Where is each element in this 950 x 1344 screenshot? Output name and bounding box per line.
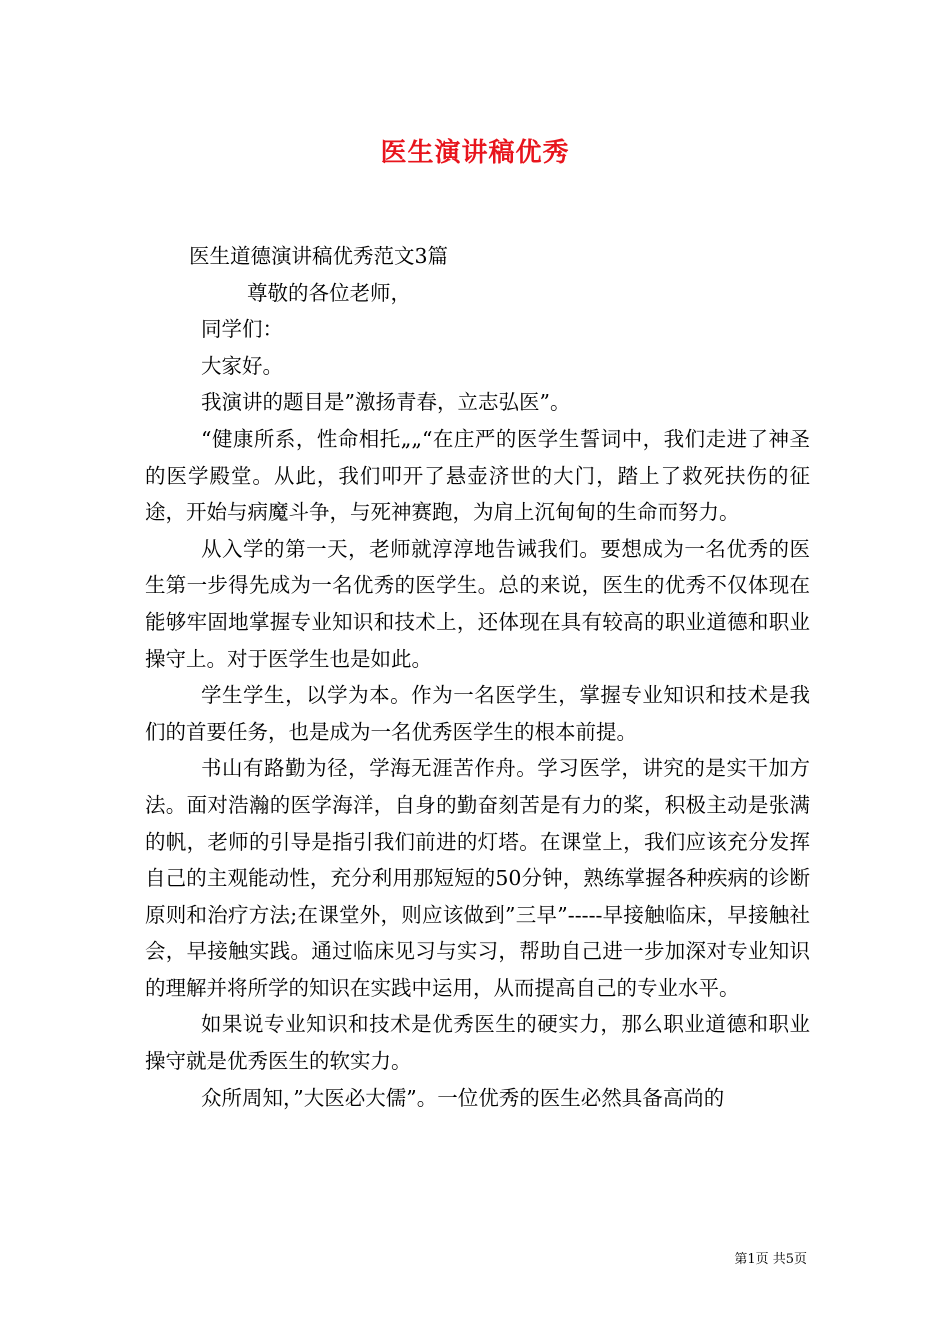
hello-line: 大家好。 xyxy=(201,353,283,378)
classmates-line: 同学们： xyxy=(201,317,283,342)
paragraph: 众所周知，”大医必大儒”。一位优秀的医生必然具备高尚的 xyxy=(201,1085,725,1110)
paragraph: 学生学生，以学为本。作为一名医学生，掌握专业知识和技术是我们的首要任务，也是成为一名优秀医学生的根本前提。 xyxy=(145,683,810,744)
topic-line: 我演讲的题目是”激扬青春，立志弘医”。 xyxy=(201,390,571,415)
paragraph: 从入学的第一天，老师就淳淳地告诫我们。要想成为一名优秀的医生第一步得先成为一名优秀的医学生。总的来说，医生的优秀不仅体现在能够牢固地掌握专业知识和技术上，还体现在具有较高的职业道德和职业操守上。对于医学生也是如此。 xyxy=(145,536,810,671)
document-body xyxy=(145,238,810,1116)
document-title: 医生演讲稿优秀 xyxy=(380,138,570,168)
greeting-line: 尊敬的各位老师， xyxy=(247,280,411,305)
subtitle: 医生道德演讲稿优秀范文3篇 xyxy=(189,244,449,268)
page-number: 第1页 共5页 xyxy=(734,1252,807,1267)
paragraph: “健康所系，性命相托„„“在庄严的医学生誓词中，我们走进了神圣的医学殿堂。从此，我们叩开了悬壶济世的大门，踏上了救死扶伤的征途，开始与病魔斗争，与死神赛跑，为肩上沉甸甸的生命而努力。 xyxy=(145,426,810,525)
paragraph: 书山有路勤为径，学海无涯苦作舟。学习医学，讲究的是实干加方法。面对浩瀚的医学海洋，自身的勤奋刻苦是有力的桨，积极主动是张满的帆，老师的引导是指引我们前进的灯塔。在课堂上，我们应该充分发挥自己的主观能动性，充分利用那短短的50分钟，熟练掌握各种疾病的诊断原则和治疗方法;在课堂外，则应该做到”三早”-----早接触临床，早接触社会，早接触实践。通过临床见习与实习，帮助自己进一步加深对专业知识的理解并将所学的知识在实践中运用，从而提高自己的专业水平。 xyxy=(145,756,810,1000)
paragraph: 如果说专业知识和技术是优秀医生的硬实力，那么职业道德和职业操守就是优秀医生的软实力。 xyxy=(145,1012,810,1074)
